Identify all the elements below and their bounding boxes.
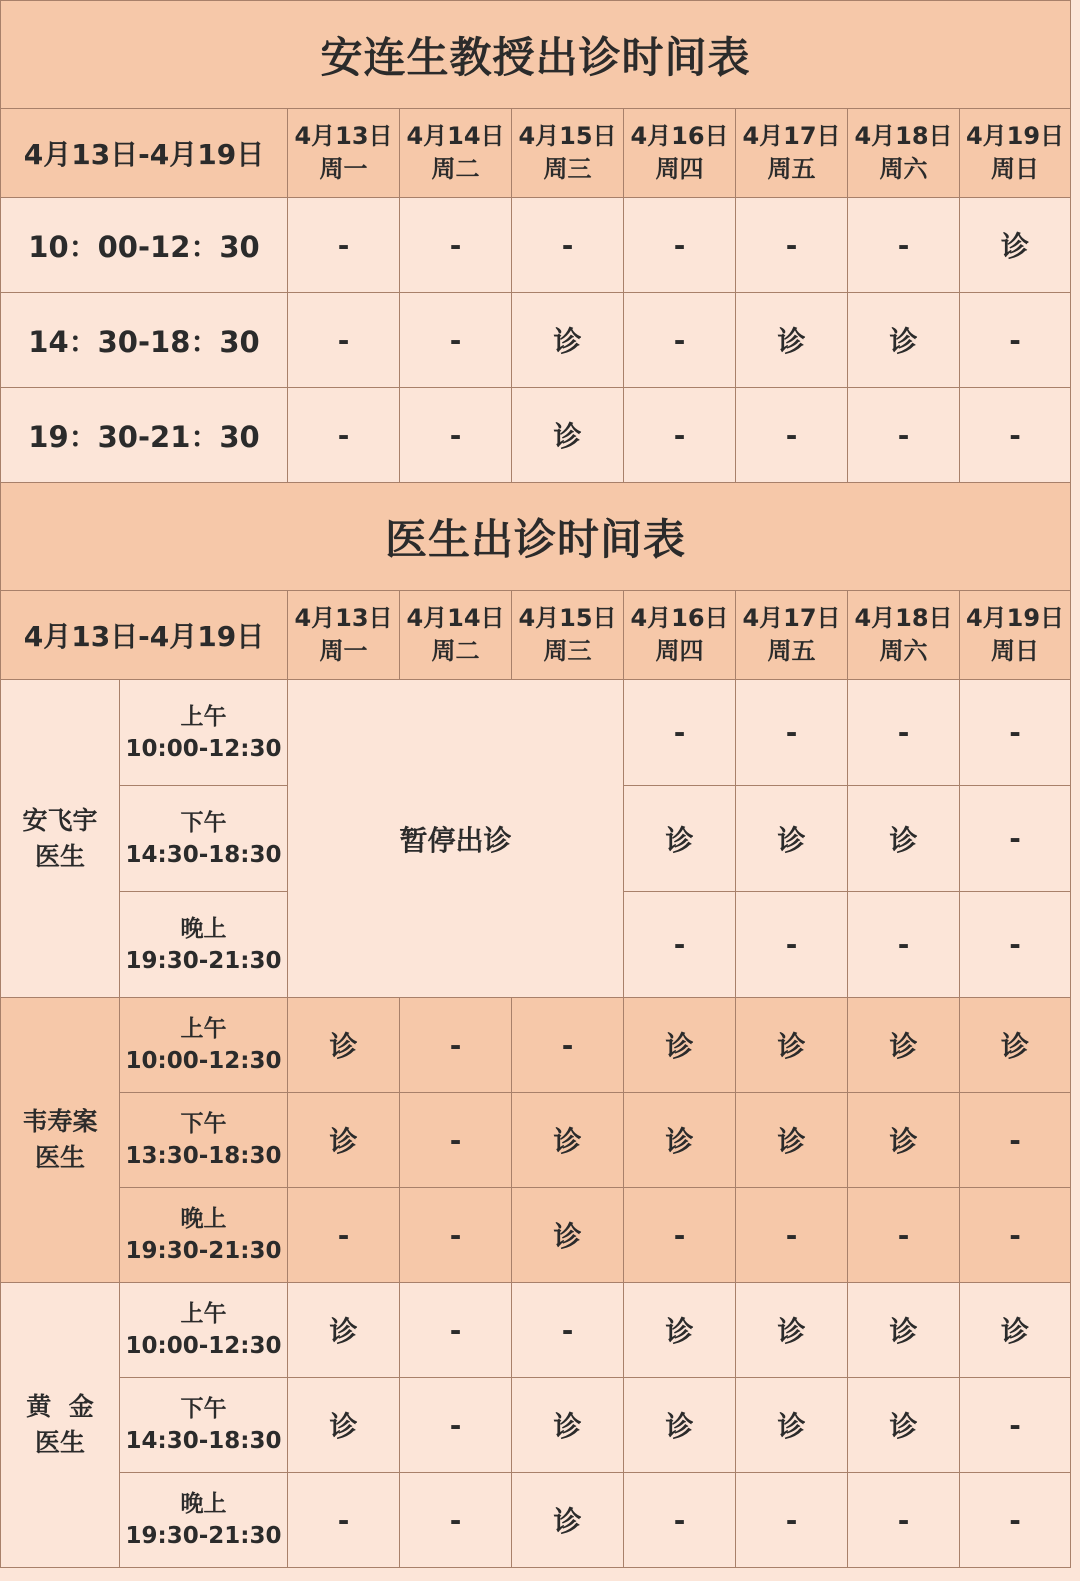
- schedule1-header-row: [1, 109, 1071, 198]
- period-time: 10:00-12:30: [125, 1048, 282, 1074]
- slot-cell: -: [512, 198, 624, 293]
- period-cell: [120, 1188, 288, 1283]
- slot-cell: -: [960, 680, 1071, 786]
- day-header: [512, 109, 624, 198]
- period-time: 10:00-12:30: [125, 735, 282, 762]
- slot-cell: -: [288, 1188, 400, 1283]
- day-date: 4月13日: [294, 604, 393, 632]
- slot-cell: 诊: [848, 998, 960, 1093]
- doctor2-row: [1, 1093, 1071, 1188]
- day-date: 4月17日: [742, 604, 841, 632]
- slot-cell: -: [848, 198, 960, 293]
- slot-cell: -: [624, 1473, 736, 1568]
- schedule1-row: [1, 198, 1071, 293]
- day-header: [960, 109, 1071, 198]
- day-weekday: 周五: [767, 155, 816, 183]
- period-cell: [120, 680, 288, 786]
- day-date: 4月18日: [854, 122, 953, 150]
- day-weekday: 周二: [431, 155, 480, 183]
- slot-cell: -: [960, 1093, 1071, 1188]
- period-time: 14:30-18:30: [125, 1428, 282, 1454]
- day-weekday: 周六: [879, 155, 928, 183]
- day-date: 4月14日: [406, 122, 505, 150]
- slot-cell: 诊: [512, 1188, 624, 1283]
- period-time: 10:00-12:30: [125, 1333, 282, 1359]
- time-slot: 10：00-12：30: [1, 198, 288, 293]
- day-date: 4月16日: [630, 122, 729, 150]
- slot-cell: -: [848, 1473, 960, 1568]
- period-label: 上午: [180, 1016, 227, 1042]
- period-label: 下午: [180, 809, 227, 836]
- slot-cell: 诊: [848, 786, 960, 892]
- period-time: 19:30-21:30: [125, 947, 282, 974]
- day-weekday: 周一: [319, 155, 368, 183]
- slot-cell: -: [400, 1093, 512, 1188]
- doctor-name-cell: [1, 998, 120, 1283]
- slot-cell: -: [400, 293, 512, 388]
- day-weekday: 周一: [319, 637, 368, 665]
- period-label: 上午: [180, 1301, 227, 1327]
- slot-cell: -: [288, 293, 400, 388]
- slot-cell: -: [624, 293, 736, 388]
- slot-cell: -: [400, 1283, 512, 1378]
- day-weekday: 周五: [767, 637, 816, 665]
- day-header: [288, 109, 400, 198]
- slot-cell: -: [736, 198, 848, 293]
- day-date: 4月18日: [854, 604, 953, 632]
- day-weekday: 周三: [543, 155, 592, 183]
- period-label: 上午: [180, 703, 227, 730]
- day-date: 4月17日: [742, 122, 841, 150]
- slot-cell: 诊: [736, 1283, 848, 1378]
- doctor3-row: [1, 1378, 1071, 1473]
- day-weekday: 周四: [655, 637, 704, 665]
- day-header: [624, 109, 736, 198]
- slot-cell: -: [400, 1378, 512, 1473]
- slot-cell: -: [736, 1188, 848, 1283]
- slot-cell: -: [400, 1473, 512, 1568]
- slot-cell: -: [848, 892, 960, 998]
- slot-cell: 诊: [960, 1283, 1071, 1378]
- doctor-name: 韦寿案: [22, 1107, 98, 1136]
- slot-cell: 诊: [736, 1378, 848, 1473]
- slot-cell: -: [960, 1473, 1071, 1568]
- slot-cell: 诊: [288, 1283, 400, 1378]
- slot-cell: 诊: [624, 1378, 736, 1473]
- day-date: 4月13日: [294, 122, 393, 150]
- period-time: 14:30-18:30: [125, 841, 282, 868]
- slot-cell: 诊: [512, 388, 624, 483]
- slot-cell: 诊: [512, 293, 624, 388]
- day-header: [736, 591, 848, 680]
- day-date: 4月14日: [406, 604, 505, 632]
- slot-cell: 诊: [848, 1093, 960, 1188]
- period-label: 晚上: [180, 1206, 227, 1232]
- slot-cell: -: [512, 998, 624, 1093]
- day-header: [400, 591, 512, 680]
- period-cell: [120, 1283, 288, 1378]
- schedule1-row: [1, 293, 1071, 388]
- day-date: 4月16日: [630, 604, 729, 632]
- doctor2-row: [1, 1188, 1071, 1283]
- slot-cell: -: [960, 892, 1071, 998]
- doctor-name-cell: [1, 680, 120, 998]
- slot-cell: -: [848, 388, 960, 483]
- slot-cell: -: [960, 786, 1071, 892]
- slot-cell: 诊: [736, 786, 848, 892]
- slot-cell: -: [400, 198, 512, 293]
- period-cell: [120, 1378, 288, 1473]
- day-date: 4月15日: [518, 122, 617, 150]
- paused-notice: 暂停出诊: [288, 680, 624, 998]
- doctor-suffix: 医生: [34, 841, 85, 871]
- slot-cell: -: [624, 1188, 736, 1283]
- slot-cell: 诊: [288, 1378, 400, 1473]
- slot-cell: -: [848, 680, 960, 786]
- period-label: 下午: [180, 1111, 227, 1137]
- slot-cell: -: [288, 1473, 400, 1568]
- period-label: 晚上: [180, 1491, 227, 1517]
- slot-cell: -: [624, 680, 736, 786]
- slot-cell: 诊: [512, 1473, 624, 1568]
- day-header: [512, 591, 624, 680]
- slot-cell: -: [512, 1283, 624, 1378]
- day-weekday: 周日: [991, 155, 1039, 183]
- doctor2-row: [1, 998, 1071, 1093]
- slot-cell: 诊: [512, 1378, 624, 1473]
- doctor3-row: [1, 1473, 1071, 1568]
- schedule1-row: [1, 388, 1071, 483]
- doctor-name: 黄 金: [26, 1392, 94, 1421]
- slot-cell: -: [848, 1188, 960, 1283]
- day-header: [736, 109, 848, 198]
- slot-cell: 诊: [624, 1093, 736, 1188]
- slot-cell: -: [736, 388, 848, 483]
- doctor3-row: [1, 1283, 1071, 1378]
- slot-cell: -: [400, 998, 512, 1093]
- doctor-suffix: 医生: [34, 1143, 85, 1172]
- day-weekday: 周六: [879, 637, 928, 665]
- schedule2-title: 医生出诊时间表: [1, 483, 1071, 591]
- day-date: 4月15日: [518, 604, 617, 632]
- day-header: [400, 109, 512, 198]
- slot-cell: 诊: [960, 198, 1071, 293]
- doctor-name-cell: [1, 1283, 120, 1568]
- slot-cell: 诊: [848, 293, 960, 388]
- slot-cell: -: [400, 1188, 512, 1283]
- time-slot: 19：30-21：30: [1, 388, 288, 483]
- slot-cell: 诊: [960, 998, 1071, 1093]
- slot-cell: -: [736, 892, 848, 998]
- day-weekday: 周三: [543, 637, 592, 665]
- day-weekday: 周日: [991, 637, 1039, 665]
- slot-cell: -: [736, 1473, 848, 1568]
- doctor-suffix: 医生: [34, 1428, 85, 1457]
- slot-cell: -: [624, 892, 736, 998]
- slot-cell: -: [288, 388, 400, 483]
- schedule1-date-range: 4月13日-4月19日: [1, 109, 288, 198]
- period-time: 13:30-18:30: [125, 1143, 282, 1169]
- schedule1-title: 安连生教授出诊时间表: [1, 1, 1071, 109]
- day-weekday: 周二: [431, 637, 480, 665]
- day-date: 4月19日: [965, 604, 1065, 632]
- period-cell: [120, 1473, 288, 1568]
- day-header: [624, 591, 736, 680]
- slot-cell: 诊: [288, 1093, 400, 1188]
- day-date: 4月19日: [965, 122, 1065, 150]
- period-cell: [120, 1093, 288, 1188]
- slot-cell: -: [624, 388, 736, 483]
- period-time: 19:30-21:30: [125, 1523, 282, 1549]
- day-header: [848, 109, 960, 198]
- day-header: [288, 591, 400, 680]
- slot-cell: 诊: [736, 293, 848, 388]
- slot-cell: 诊: [848, 1378, 960, 1473]
- time-slot: 14：30-18：30: [1, 293, 288, 388]
- slot-cell: 诊: [512, 1093, 624, 1188]
- schedule2-header-row: [1, 591, 1071, 680]
- slot-cell: 诊: [624, 1283, 736, 1378]
- period-label: 下午: [180, 1396, 227, 1422]
- slot-cell: -: [960, 293, 1071, 388]
- period-cell: [120, 786, 288, 892]
- slot-cell: 诊: [624, 998, 736, 1093]
- schedule2-date-range: 4月13日-4月19日: [1, 591, 288, 680]
- slot-cell: -: [400, 388, 512, 483]
- doctor1-row: [1, 680, 1071, 786]
- day-weekday: 周四: [655, 155, 704, 183]
- slot-cell: 诊: [848, 1283, 960, 1378]
- slot-cell: -: [960, 1378, 1071, 1473]
- slot-cell: -: [288, 198, 400, 293]
- slot-cell: -: [960, 388, 1071, 483]
- slot-cell: 诊: [736, 1093, 848, 1188]
- slot-cell: -: [960, 1188, 1071, 1283]
- period-time: 19:30-21:30: [125, 1238, 282, 1264]
- doctor-name: 安飞宇: [22, 805, 98, 835]
- period-cell: [120, 892, 288, 998]
- slot-cell: 诊: [736, 998, 848, 1093]
- slot-cell: -: [736, 680, 848, 786]
- slot-cell: 诊: [624, 786, 736, 892]
- slot-cell: 诊: [288, 998, 400, 1093]
- period-cell: [120, 998, 288, 1093]
- slot-cell: -: [624, 198, 736, 293]
- day-header: [960, 591, 1071, 680]
- day-header: [848, 591, 960, 680]
- period-label: 晚上: [180, 915, 227, 942]
